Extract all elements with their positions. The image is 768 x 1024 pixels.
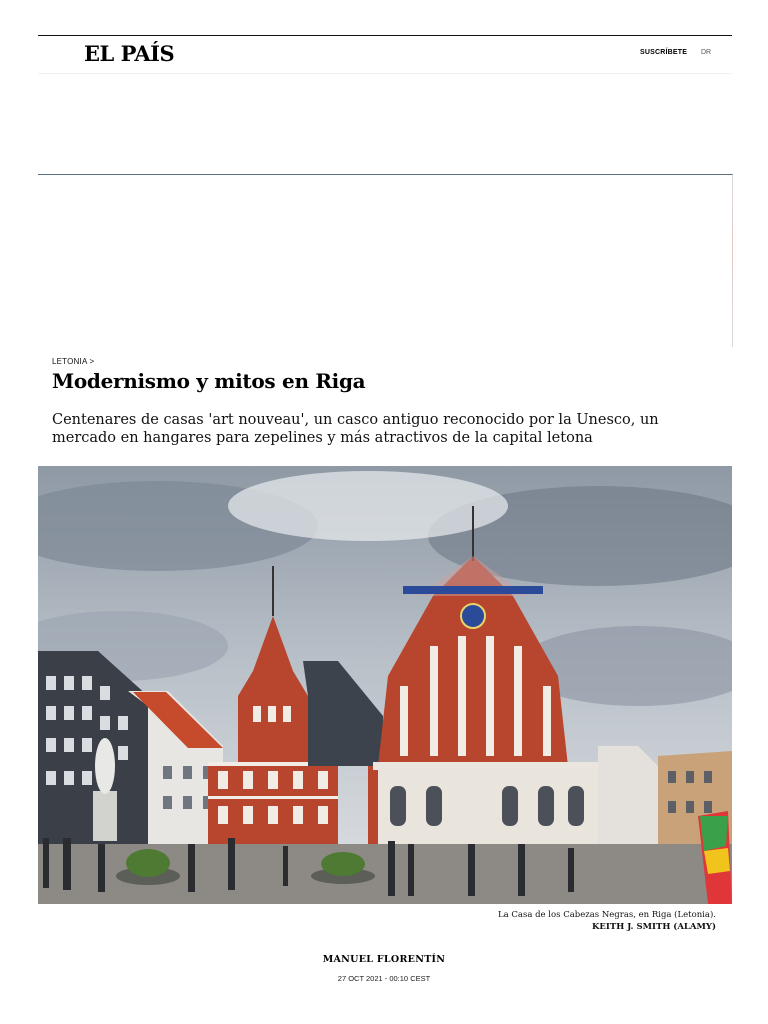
article-headline: Modernismo y mitos en Riga — [52, 369, 366, 393]
ad-frame-edge — [732, 175, 733, 347]
subscribe-button[interactable]: SUSCRÍBETE — [640, 49, 688, 56]
caption-text: La Casa de los Cabezas Negras, en Riga (Letonia). — [498, 910, 716, 920]
article-subtitle: Centenares de casas 'art nouveau', un casco antiguo reconocido por la Unesco, un mercado en hangares para zepelines y más atractivos de la capital letona — [52, 412, 659, 446]
ad-slot-banner[interactable] — [38, 174, 733, 347]
author-byline[interactable]: MANUEL FLORENTÍN — [322, 954, 446, 965]
image-caption — [498, 909, 716, 933]
photo-credit: KEITH J. SMITH (ALAMY) — [592, 922, 716, 932]
site-logo[interactable]: EL PAÍS — [84, 41, 175, 66]
user-account-button[interactable]: DR — [701, 49, 712, 56]
section-breadcrumb[interactable]: LETONIA > — [52, 357, 95, 366]
site-header — [38, 36, 732, 74]
house-of-blackheads-photo — [38, 466, 732, 904]
article-hero-image[interactable] — [38, 466, 732, 904]
ad-slot-top — [38, 78, 732, 174]
publish-date: 27 OCT 2021 - 00:10 CEST — [337, 974, 431, 983]
